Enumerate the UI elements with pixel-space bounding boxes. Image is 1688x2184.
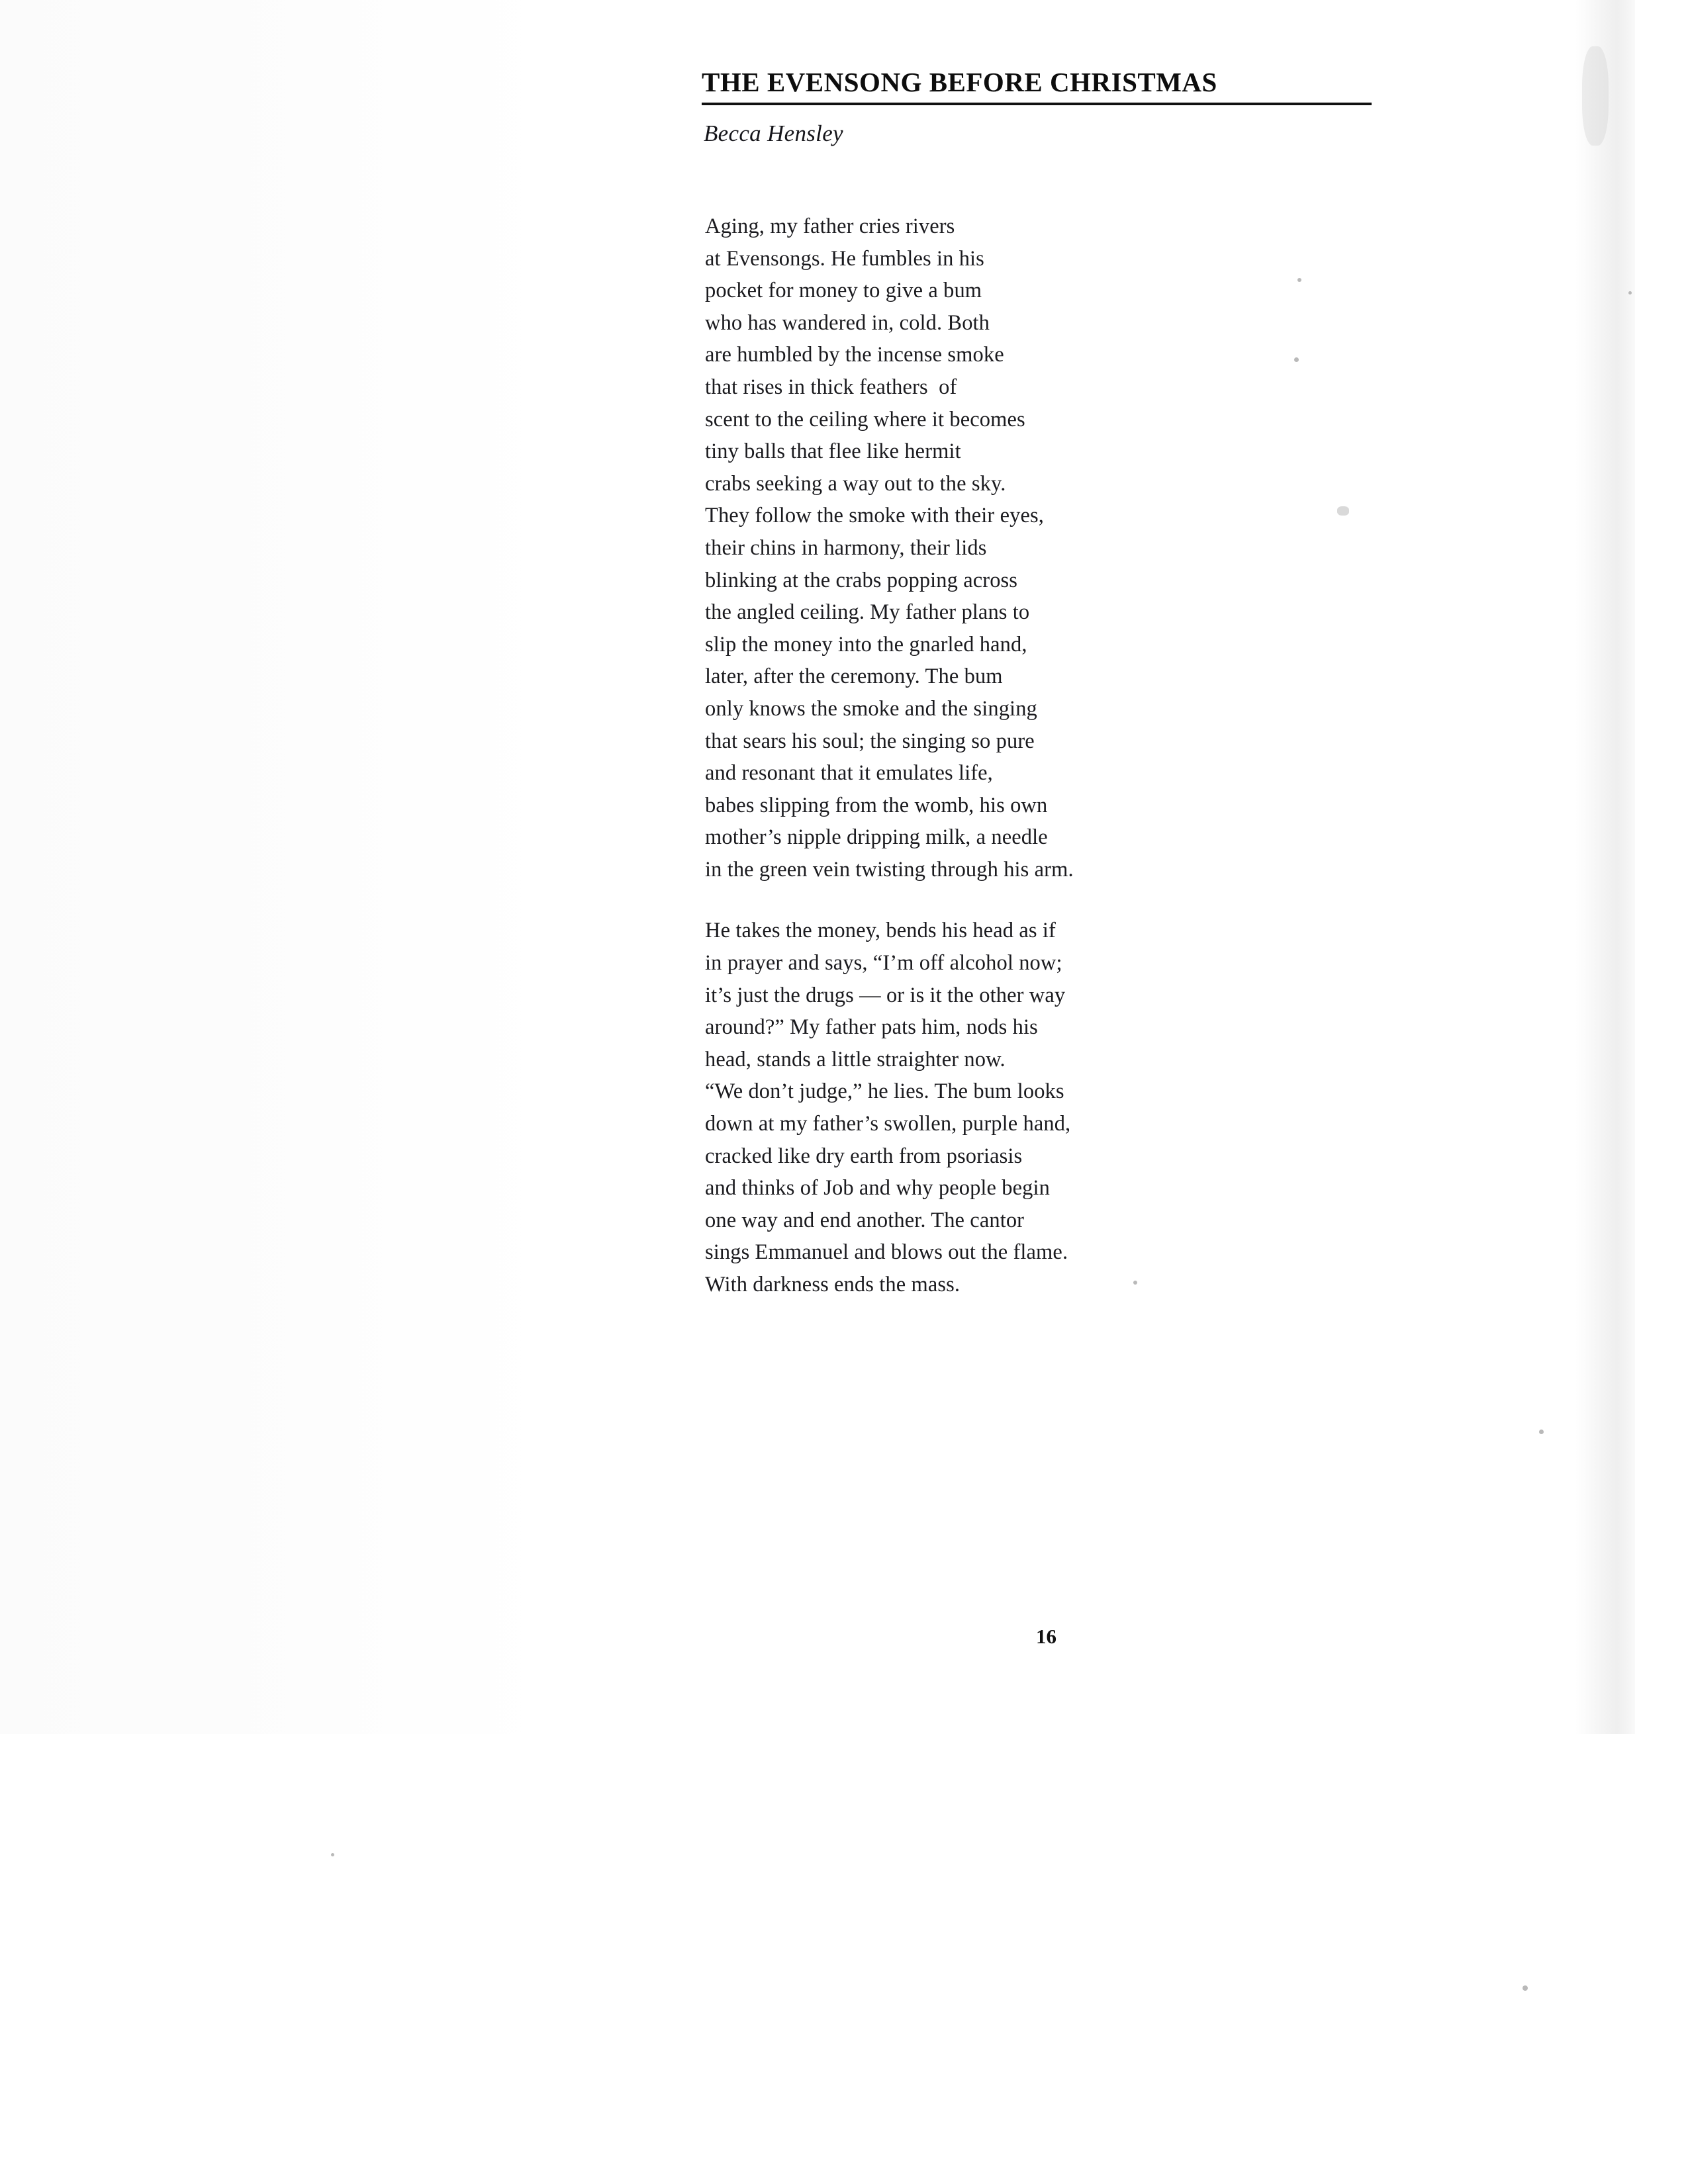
poem-line: only knows the smoke and the singing bbox=[705, 696, 1037, 721]
author-byline: Becca Hensley bbox=[704, 120, 843, 146]
poem-line: around?” My father pats him, nods his bbox=[705, 1015, 1038, 1040]
poem-stanza bbox=[705, 210, 1268, 886]
poem-line: “We don’t judge,” he lies. The bum looks bbox=[705, 1079, 1064, 1104]
poem-line: their chins in harmony, their lids bbox=[705, 535, 987, 560]
title-divider bbox=[702, 103, 1372, 105]
poem-line: Aging, my father cries rivers bbox=[705, 214, 955, 238]
poem-line: With darkness ends the mass. bbox=[705, 1273, 961, 1297]
poem-line: pocket for money to give a bum bbox=[705, 279, 982, 303]
poem-line: that sears his soul; the singing so pure bbox=[705, 729, 1035, 753]
poem-line: They follow the smoke with their eyes, bbox=[705, 504, 1044, 528]
poem-line: later, after the ceremony. The bum bbox=[705, 664, 1003, 689]
poem-line: He takes the money, bends his head as if bbox=[705, 919, 1056, 943]
poem-line: in the green vein twisting through his arm. bbox=[705, 857, 1074, 882]
poem-line: babes slipping from the womb, his own bbox=[705, 793, 1048, 817]
poem-line: are humbled by the incense smoke bbox=[705, 343, 1004, 367]
poem-line: slip the money into the gnarled hand, bbox=[705, 632, 1027, 657]
poem-line: it’s just the drugs — or is it the other way bbox=[705, 983, 1066, 1007]
poem-line: one way and end another. The cantor bbox=[705, 1208, 1025, 1232]
poem-line: cracked like dry earth from psoriasis bbox=[705, 1144, 1023, 1168]
poem-line: and resonant that it emulates life, bbox=[705, 761, 993, 786]
poem-line: down at my father’s swollen, purple hand, bbox=[705, 1112, 1071, 1136]
poem-text bbox=[705, 210, 1268, 1301]
page-number: 16 bbox=[1036, 1625, 1056, 1648]
poem-stanza bbox=[705, 915, 1268, 1300]
poem-line: tiny balls that flee like hermit bbox=[705, 439, 961, 464]
poem-line: mother’s nipple dripping milk, a needle bbox=[705, 825, 1048, 850]
poem-line: blinking at the crabs popping across bbox=[705, 568, 1018, 592]
poem-line: scent to the ceiling where it becomes bbox=[705, 407, 1025, 432]
poem-line: in prayer and says, “I’m off alcohol now; bbox=[705, 951, 1062, 976]
page-title: THE EVENSONG BEFORE CHRISTMAS bbox=[702, 67, 1217, 97]
title-block bbox=[702, 66, 1383, 105]
poem-line: crabs seeking a way out to the sky. bbox=[705, 471, 1006, 496]
poem-line: at Evensongs. He fumbles in his bbox=[705, 246, 984, 271]
poem-line: sings Emmanuel and blows out the flame. bbox=[705, 1240, 1068, 1265]
poem-line: head, stands a little straighter now. bbox=[705, 1047, 1006, 1071]
poem-line: the angled ceiling. My father plans to bbox=[705, 600, 1030, 625]
poem-line: and thinks of Job and why people begin bbox=[705, 1176, 1051, 1201]
poem-line: that rises in thick feathers of bbox=[705, 375, 957, 399]
poem-line: who has wandered in, cold. Both bbox=[705, 310, 990, 335]
